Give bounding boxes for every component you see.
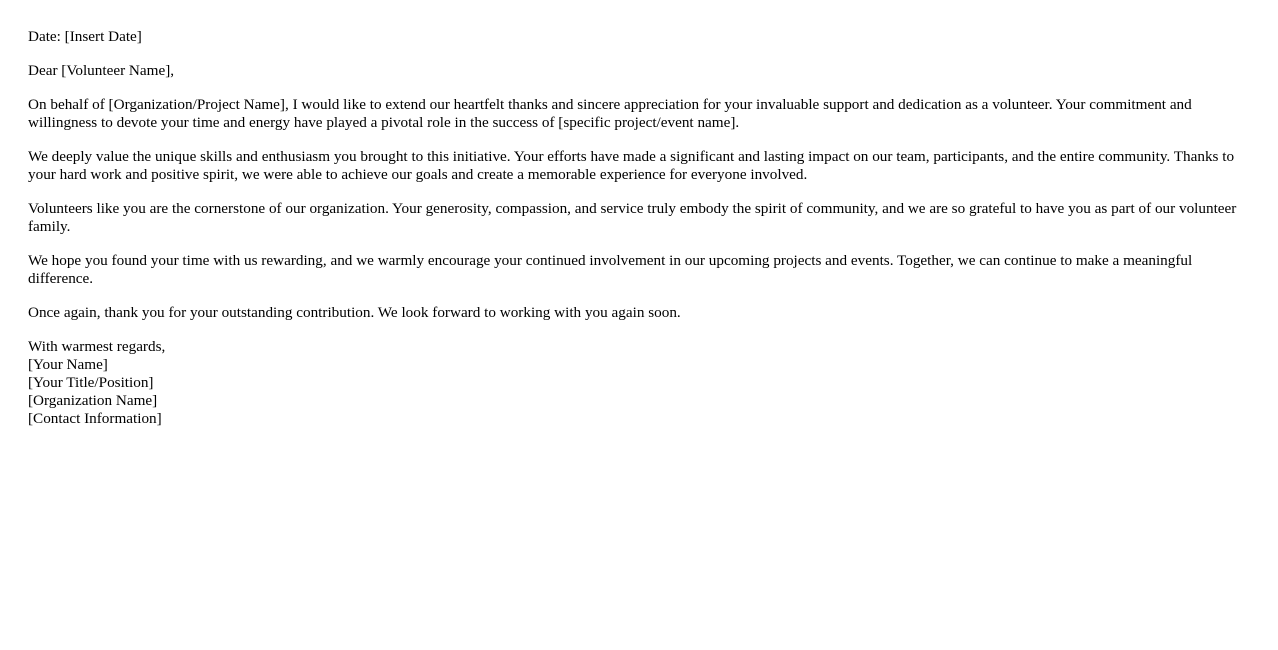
date-line: Date: [Insert Date] <box>28 28 142 45</box>
paragraph-impact: We deeply value the unique skills and enthusiasm you brought to this initiative. Your efforts have made a significant and lasting impact on our team, participants, and the entire community. Thanks to your hard work and positive spirit, we were able to achieve our goals and create a memorable experience for everyone involved. <box>28 148 1235 183</box>
signer-title: [Your Title/Position] <box>28 374 154 391</box>
signature-block <box>28 338 1250 428</box>
letter-body <box>28 28 1250 428</box>
paragraph-thanks: On behalf of [Organization/Project Name], I would like to extend our heartfelt thanks and sincere appreciation for your invaluable support and dedication as a volunteer. Your commitment and willingness to devote your time and energy have played a pivotal role in the success of [specific project/event name]. <box>28 96 1192 131</box>
signer-contact: [Contact Information] <box>28 410 162 427</box>
paragraph-continued-involvement: We hope you found your time with us rewarding, and we warmly encourage your continued involvement in our upcoming projects and events. Together, we can continue to make a meaningful difference. <box>28 252 1193 287</box>
signer-organization: [Organization Name] <box>28 392 158 409</box>
paragraph-cornerstone: Volunteers like you are the cornerstone of our organization. Your generosity, compassion, and service truly embody the spirit of community, and we are so grateful to have you as part of our volunteer family. <box>28 200 1237 235</box>
paragraph-closing-thanks: Once again, thank you for your outstanding contribution. We look forward to working with you again soon. <box>28 304 681 321</box>
signer-name: [Your Name] <box>28 356 108 373</box>
salutation: Dear [Volunteer Name], <box>28 62 175 79</box>
closing-line: With warmest regards, <box>28 338 166 355</box>
